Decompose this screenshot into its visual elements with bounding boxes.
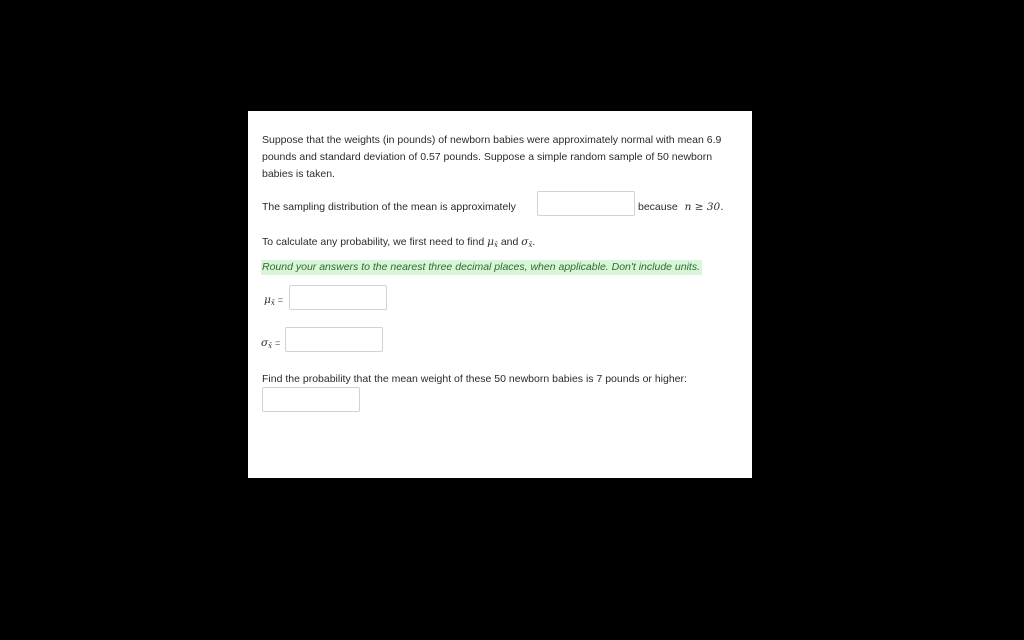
sampling-prefix-text: The sampling distribution of the mean is approximately <box>262 201 516 213</box>
sampling-because-text <box>638 200 724 214</box>
probability-question: Find the probability that the mean weight of these 50 newborn babies is 7 pounds or higher: <box>262 373 687 385</box>
mu-xbar-input[interactable] <box>289 285 387 310</box>
calc-line: To calculate any probability, we first need to find $\mu_{x̄}$ and $\sigma_{x̄}$. <box>262 236 536 249</box>
probability-input[interactable] <box>262 387 360 412</box>
calc-and-text: and <box>500 236 519 248</box>
because-word: because <box>638 201 678 213</box>
sigma-xbar-input[interactable] <box>285 327 383 352</box>
round-hint: Round your answers to the nearest three decimal places, when applicable. Don't include units. <box>262 261 701 273</box>
question-intro: Suppose that the weights (in pounds) of newborn babies were approximately normal with mean 6.9 pounds and standard deviation of 0.57 pounds. Suppose a simple random sample of 50 newborn babies is taken. <box>262 134 722 180</box>
question-panel <box>248 111 752 478</box>
mu-xbar-label: $\mu_{x̄}$ = <box>264 294 283 307</box>
sigma-xbar-label: $\sigma_{x̄}$ = <box>261 337 281 350</box>
n-condition: n ≥ 30. <box>684 201 724 213</box>
mu-xbar-symbol: $\mu_{x̄}$ <box>487 236 498 249</box>
sigma-xbar-symbol: $\sigma_{x̄}$ <box>521 236 533 249</box>
calc-text: To calculate any probability, we first need to find <box>262 236 485 248</box>
sampling-distribution-input[interactable] <box>537 191 635 216</box>
